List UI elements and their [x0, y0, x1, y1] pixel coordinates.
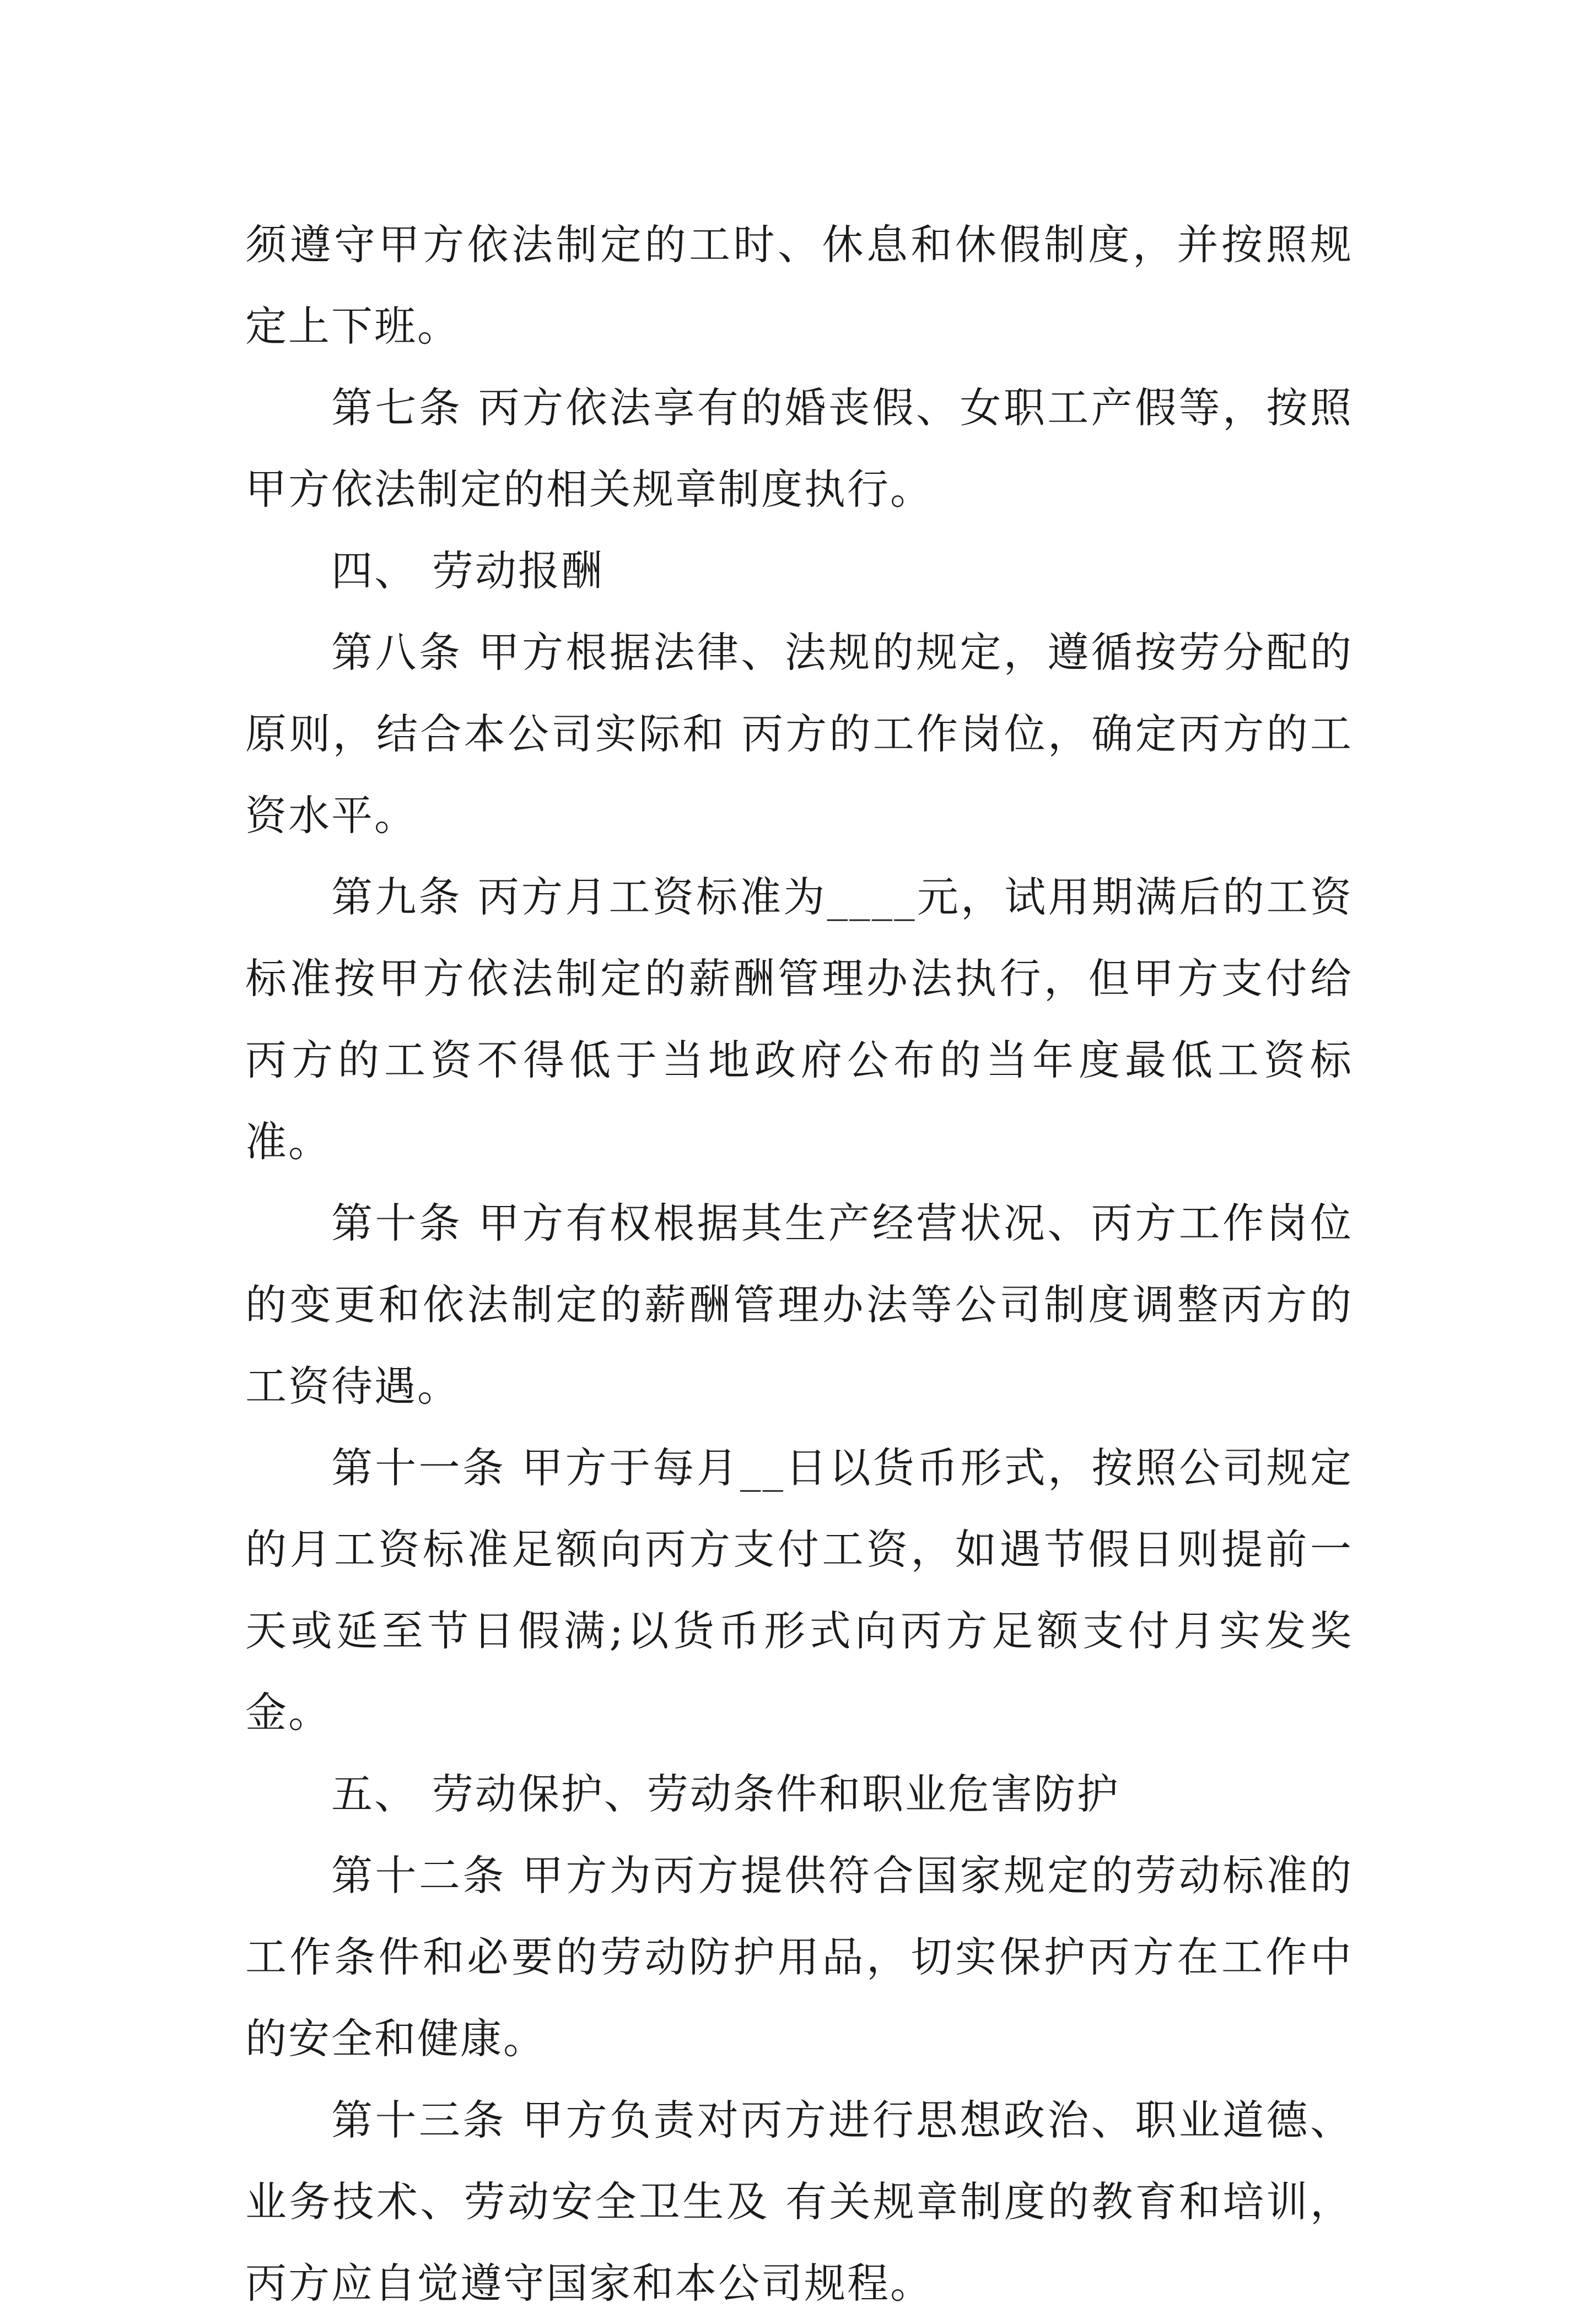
paragraph-continued: 须遵守甲方依法制定的工时、休息和休假制度，并按照规定上下班。: [245, 220, 1353, 350]
article-8: 第八条 甲方根据法律、法规的规定，遵循按劳分配的原则，结合本公司实际和 丙方的工作岗位，确定丙方的工资水平。: [245, 628, 1353, 840]
article-9: 第九条 丙方月工资标准为____元，试用期满后的工资标准按甲方依法制定的薪酬管理办法执行，但甲方支付给丙方的工资不得低于当地政府公布的当年度最低工资标准。: [245, 873, 1353, 1166]
section-heading-4: 四、 劳动报酬: [331, 547, 604, 595]
article-10: 第十条 甲方有权根据其生产经营状况、丙方工作岗位的变更和依法制定的薪酬管理办法等公司制度调整丙方的工资待遇。: [245, 1199, 1353, 1410]
article-12: 第十二条 甲方为丙方提供符合国家规定的劳动标准的工作条件和必要的劳动防护用品，切实保护丙方在工作中的安全和健康。: [245, 1851, 1353, 2063]
document-body: [245, 204, 1353, 2324]
article-11: 第十一条 甲方于每月__日以货币形式，按照公司规定的月工资标准足额向丙方支付工资，如遇节假日则提前一天或延至节日假满;以货币形式向丙方足额支付月实发奖金。: [245, 1444, 1353, 1737]
section-heading-5: 五、 劳动保护、劳动条件和职业危害防护: [331, 1770, 1120, 1818]
article-7: 第七条 丙方依法享有的婚丧假、女职工产假等，按照甲方依法制定的相关规章制度执行。: [245, 383, 1353, 514]
article-13: 第十三条 甲方负责对丙方进行思想政治、职业道德、业务技术、劳动安全卫生及 有关规章制度的教育和培训，丙方应自觉遵守国家和本公司规程。: [245, 2096, 1353, 2307]
